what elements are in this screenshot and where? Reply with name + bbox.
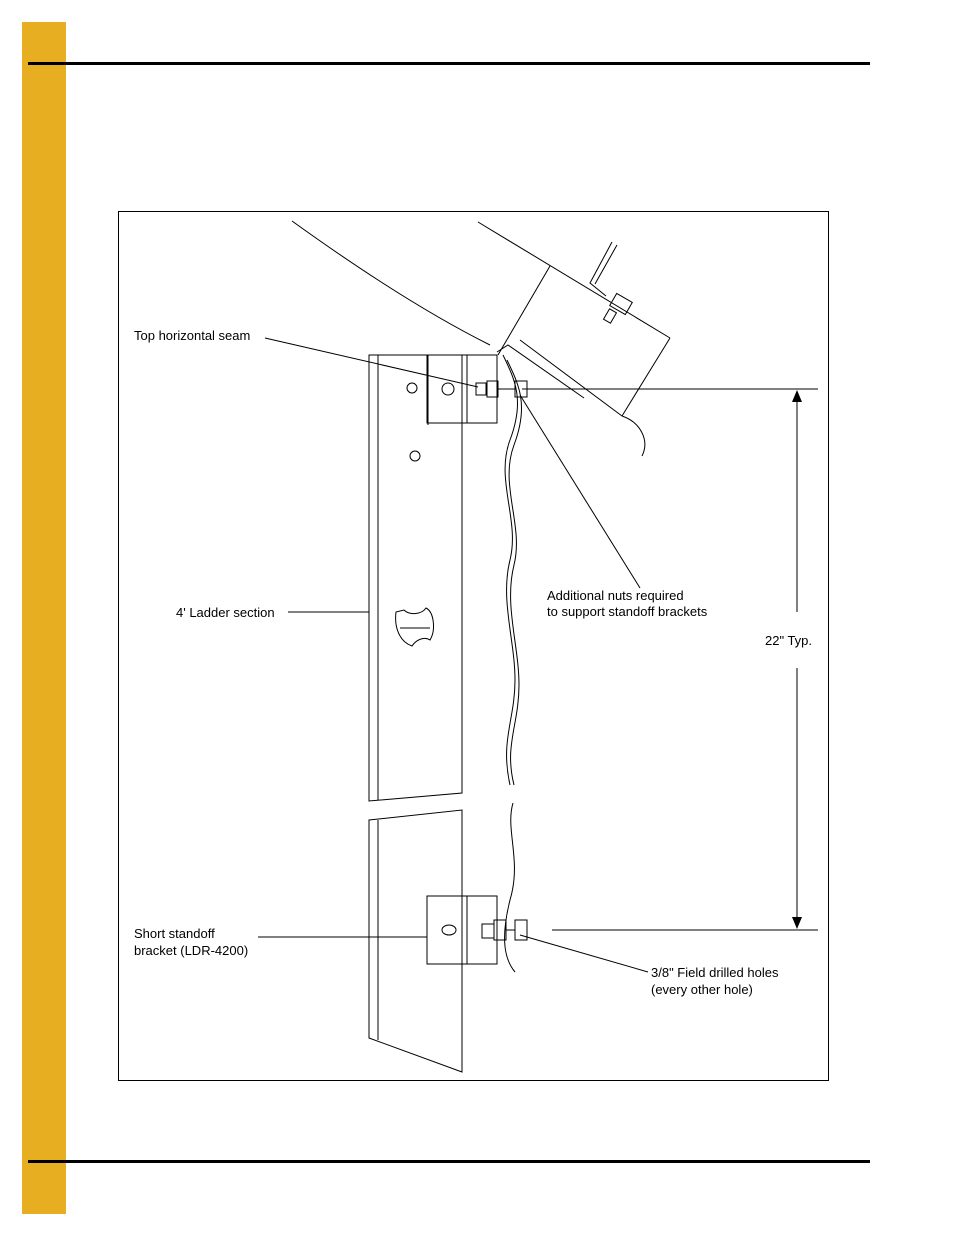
roof-line-inner [478, 222, 670, 338]
ladder-hole-2 [410, 451, 420, 461]
leader-holes [520, 935, 648, 972]
holes-label-line1: 3/8" Field drilled holes [651, 965, 779, 980]
standoff-label-line1: Short standoff [134, 926, 215, 941]
additional-nuts-label-line1: Additional nuts required [547, 588, 684, 603]
dim-arrowhead-bottom [792, 917, 802, 929]
top-seam-label: Top horizontal seam [134, 328, 251, 343]
dim-arrowhead-top [792, 390, 802, 402]
ladder-section-label: 4' Ladder section [176, 605, 275, 620]
eave-drip [622, 416, 645, 456]
lower-standoff-bracket [427, 896, 467, 964]
ladder-hole-1 [407, 383, 417, 393]
rung-cutout [396, 608, 434, 646]
dimension-label: 22" Typ. [765, 633, 813, 648]
holes-label-line2: (every other hole) [651, 982, 753, 997]
leader-additional-nuts [520, 395, 640, 588]
wall-corrugation-lower [505, 803, 515, 972]
roof-clip [590, 242, 617, 296]
upper-standoff-bracket [427, 355, 467, 423]
ladder-upper-outer [369, 355, 462, 801]
roof-bolt [604, 309, 617, 323]
leader-top-seam [265, 338, 478, 387]
upper-bolt [476, 383, 486, 395]
ladder-lower-outer [369, 810, 462, 1072]
roof-line-outer [292, 221, 490, 345]
eave-box [498, 266, 670, 416]
lower-nut-1 [494, 920, 506, 940]
upper-nut-1 [487, 381, 498, 397]
standoff-label-line2: bracket (LDR-4200) [134, 943, 249, 958]
additional-nuts-label-line2: to support standoff brackets [547, 604, 708, 619]
lower-bolt [482, 924, 494, 938]
